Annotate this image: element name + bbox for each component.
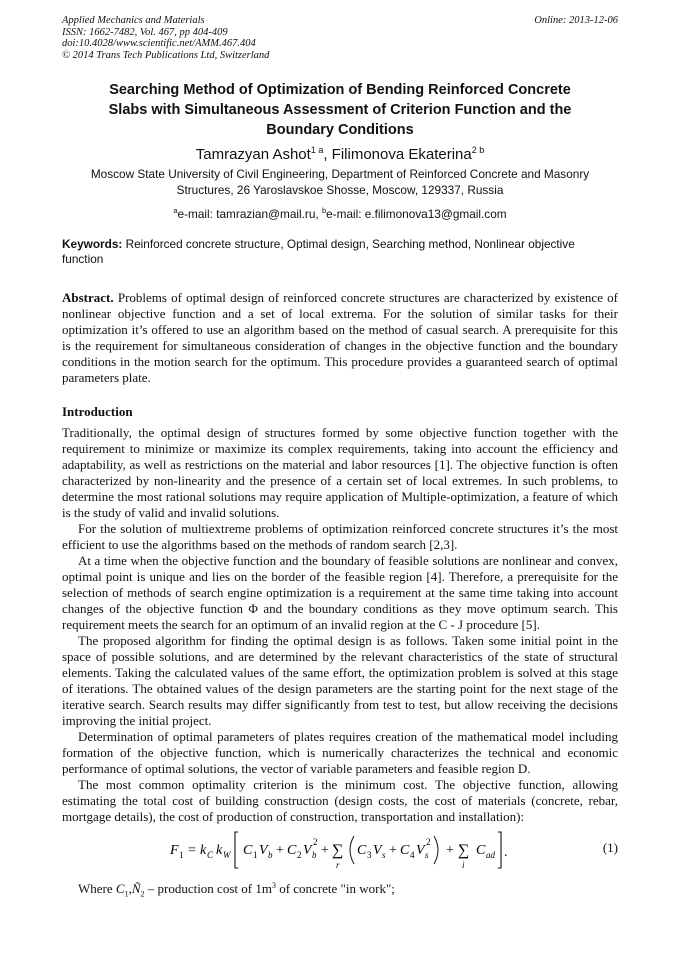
equation-number: (1) [602, 840, 618, 855]
paragraph: The most common optimality criterion is the minimum cost. The objective function, allowing estimating the total cost of building construction (design costs, the cost of materials (concrete, rebar, mortgage details), the cost of production of construction, transportation and installation): [62, 777, 618, 824]
where-symbol-c2: Ñ [131, 881, 141, 896]
keywords [62, 237, 618, 267]
eq-v2-sub: b [312, 850, 317, 860]
doi: doi:10.4028/www.scientific.net/AMM.467.404 [62, 38, 256, 49]
emails [62, 203, 618, 222]
where-text-2: of concrete "in work"; [275, 881, 395, 896]
eq-c2-sub: 2 [297, 850, 302, 860]
affiliation-line-1: Moscow State University of Civil Engineering, Department of Reinforced Concrete and Masonry [90, 167, 590, 181]
eq-plus-4: + [446, 843, 454, 858]
eq-c1: C [243, 843, 253, 858]
eq-v2: V [303, 843, 312, 858]
eq-v4-sub: s [425, 850, 429, 860]
eq-plus-1: + [276, 843, 284, 858]
paragraph: At a time when the objective function and the boundary of feasible solutions are nonlinear and convex, optimal point is unique and lies on the border of the feasible region [4]. Therefore, a prerequisite for the selection of methods of search engine optimization is a requirement at the same time taking into account changes of the objective function Φ and the boundary conditions as they move optimum search. This requirement meets the search for an optimum of an invalid region at the C - J procedure [5]. [62, 553, 618, 632]
eq-paren-left [350, 836, 354, 864]
journal-header [62, 15, 618, 61]
author-2: Filimonova Ekaterina [331, 146, 472, 163]
email-b: e-mail: e.filimonova13@gmail.com [326, 207, 507, 221]
equation-1 [62, 826, 618, 872]
eq-cad-sub: ad [486, 850, 495, 860]
author-1: Tamrazyan Ashot [195, 146, 311, 163]
affiliation [62, 166, 618, 198]
eq-cad: C [476, 843, 486, 858]
eq-k1: k [200, 843, 207, 858]
eq-sum-i-index: i [462, 860, 465, 870]
eq-c3: C [357, 843, 367, 858]
where-clause [78, 878, 618, 903]
eq-equals: = [188, 843, 196, 858]
eq-c1-sub: 1 [253, 850, 258, 860]
eq-paren-right [434, 836, 438, 864]
eq-c2: C [287, 843, 297, 858]
title-line-1: Searching Method of Optimization of Bending Reinforced Concrete [109, 82, 571, 98]
eq-bracket-left [235, 832, 238, 868]
paragraph: Determination of optimal parameters of plates requires creation of the mathematical model including formation of the objective function, which is numerically characterizes the technical and economic performance of optimal solutions, the vector of variable parameters and feasible region D. [62, 729, 618, 776]
where-lead: Where [78, 881, 116, 896]
equation-formula [62, 826, 562, 872]
email-a-marker: a [173, 206, 178, 215]
paragraph: For the solution of multiextreme problems of optimization reinforced concrete structures it’s the most efficient to use the algorithms based on the methods of random search [2,3]. [62, 521, 618, 552]
author-separator: , [323, 146, 332, 163]
eq-lhs: F [170, 843, 179, 858]
eq-sum-r: ∑ [332, 842, 344, 859]
eq-v3-sub: s [382, 850, 386, 860]
eq-v1: V [259, 843, 268, 858]
title-line-3: Boundary Conditions [266, 122, 414, 138]
eq-c4: C [400, 843, 410, 858]
where-symbol-c1: C [115, 881, 125, 896]
journal-name: Applied Mechanics and Materials [62, 15, 205, 26]
eq-v4: V [416, 843, 425, 858]
abstract-label: Abstract. [62, 290, 114, 305]
eq-v3: V [373, 843, 382, 858]
eq-lhs-sub: 1 [179, 850, 184, 860]
eq-plus-3: + [389, 843, 397, 858]
where-comma: , [128, 881, 132, 896]
eq-sum-i: ∑ [458, 842, 470, 859]
eq-kw: W [223, 850, 231, 860]
copyright: © 2014 Trans Tech Publications Ltd, Switzerland [62, 49, 270, 61]
eq-v1-sub: b [268, 850, 273, 860]
keywords-label: Keywords: [62, 237, 123, 251]
eq-period: . [504, 845, 508, 860]
where-cube: 3 [271, 881, 276, 890]
issn: ISSN: 1662-7482, Vol. 467, pp 404-409 [62, 26, 228, 38]
where-symbol-c2-sub: 2 [140, 889, 145, 899]
eq-sum-r-index: r [336, 860, 340, 870]
eq-plus-2: + [321, 843, 329, 858]
abstract [62, 290, 618, 386]
eq-c3-sub: 3 [367, 850, 372, 860]
authors [62, 140, 618, 165]
author-1-affil: 1 a [310, 145, 324, 155]
paragraph: The proposed algorithm for finding the optimal design is as follows. Taken some initial point in the space of possible solutions, and are determined by the relevant characteristics of the state of structural elements. Taking the calculated values of the same effort, the optimization problem is solved at this stage of iterations. The obtained values of the design parameters are the starting point for the next stage of the iterative search. Search results may differ significantly from test to test, but allow receiving the decisions improving the initial project. [62, 633, 618, 728]
where-text-1: – production cost of 1m [144, 881, 272, 896]
eq-bracket-right [498, 832, 501, 868]
online-date: Online: 2013-12-06 [534, 15, 618, 26]
paper-title [62, 80, 618, 140]
abstract-text: Problems of optimal design of reinforced concrete structures are characterized by existence of nonlinear objective function and a set of local extrema. For the solution of similar tasks for their optimization it’s offered to use an algorithm based on the method of casual search. A prerequisite for this is the requirement for simultaneous consideration of changes in the objective function and the boundary conditions in the motion search for the optimum. This procedure provides a guaranteed search of optimal parameters plate. [62, 290, 618, 385]
eq-v4-sq: 2 [426, 837, 431, 847]
section-heading-introduction: Introduction [62, 404, 133, 419]
eq-c4-sub: 4 [410, 850, 415, 860]
where-symbol-c1-sub: 1 [124, 889, 129, 899]
email-b-marker: b [321, 206, 327, 215]
email-a: e-mail: tamrazian@mail.ru, [177, 207, 322, 221]
eq-kc: C [207, 850, 214, 860]
keywords-text: Reinforced concrete structure, Optimal design, Searching method, Nonlinear objective function [62, 237, 575, 266]
paragraph: Traditionally, the optimal design of structures formed by some objective function together with the requirement to minimize or maximize its complex requirements, taking into account the efficiency and adaptability, as well as restrictions on the material and labor resources [1]. The objective function is often characterized by non-linearity and the presence of a certain set of local extremes. In such problems, to determine the most rational solutions may require application of Multiple-optimization, a feature of which is the study of valid and invalid solutions. [62, 425, 618, 520]
eq-v2-sq: 2 [313, 837, 318, 847]
title-line-2: Slabs with Simultaneous Assessment of Criterion Function and the [108, 102, 572, 118]
eq-k2: k [216, 843, 223, 858]
affiliation-line-2: Structures, 26 Yaroslavskoe Shosse, Moscow, 129337, Russia [176, 183, 504, 197]
author-2-affil: 2 b [471, 145, 485, 155]
introduction-body [62, 425, 618, 825]
